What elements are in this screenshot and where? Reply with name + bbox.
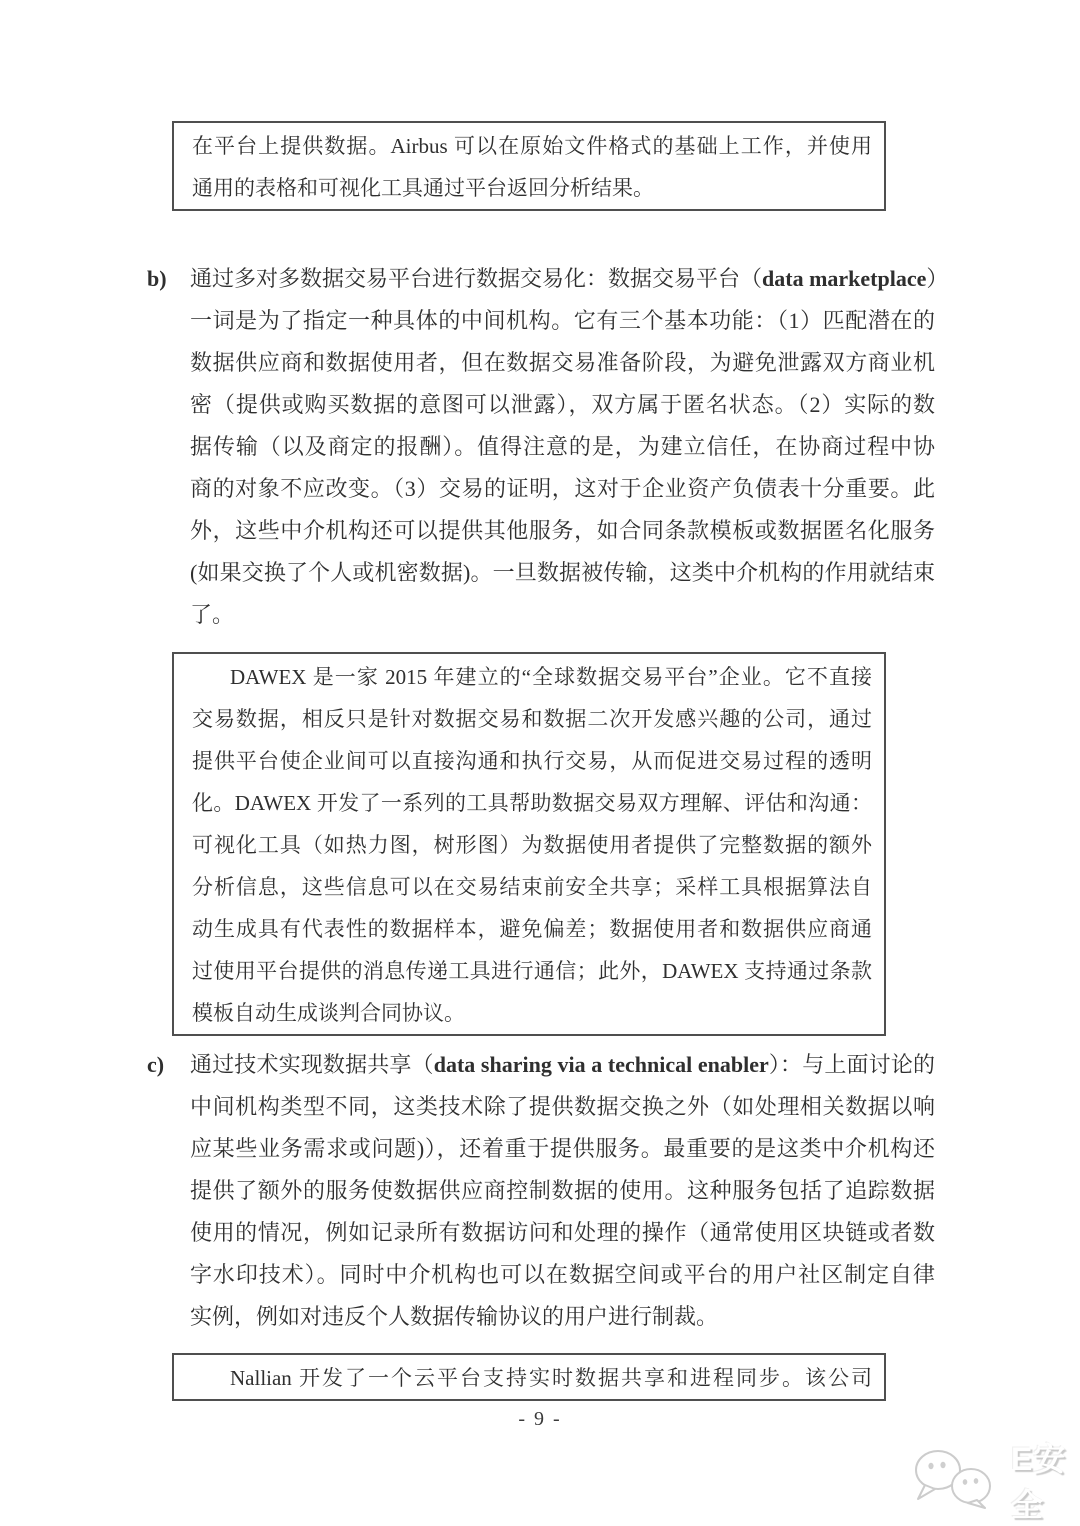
paragraph-line: 字水印技术）。同时中介机构也可以在数据空间或平台的用户社区制定自律 — [190, 1262, 935, 1287]
paragraph-line: 外，这些中介机构还可以提供其他服务，如合同条款模板或数据匿名化服务 — [190, 518, 935, 543]
paragraph-text-latin: data sharing via a technical enabler — [433, 1052, 769, 1077]
paragraph-b — [190, 258, 949, 636]
paragraph-line — [190, 1044, 935, 1086]
paragraph-line: 了。 — [190, 602, 235, 627]
box-text-line: 过使用平台提供的消息传递工具进行通信；此外，DAWEX 支持通过条款 — [192, 959, 872, 983]
paragraph-line: 商的对象不应改变。（3）交易的证明，这对于企业资产负债表十分重要。此 — [190, 476, 935, 501]
box-text-line: 动生成具有代表性的数据样本，避免偏差；数据使用者和数据供应商通 — [192, 917, 872, 941]
box-text-line: 化。DAWEX 开发了一系列的工具帮助数据交易双方理解、评估和沟通： — [192, 791, 872, 815]
page-number: - 9 - — [518, 1408, 562, 1430]
paragraph-line: 中间机构类型不同，这类技术除了提供数据交换之外（如处理相关数据以响 — [190, 1094, 935, 1119]
dawex-callout-box — [172, 652, 886, 1036]
paragraph-line: 应某些业务需求或问题)），还着重于提供服务。最重要的是这类中介机构还 — [190, 1136, 935, 1161]
box-text-line: 交易数据，相反只是针对数据交易和数据二次开发感兴趣的公司，通过 — [192, 707, 872, 731]
paragraph-text-cjk: ）：与上面讨论的 — [768, 1052, 935, 1077]
box-text-line: 分析信息，这些信息可以在交易结束前安全共享；采样工具根据算法自 — [192, 875, 872, 899]
wechat-chat-bubbles-icon — [905, 1447, 1005, 1514]
paragraph-line — [190, 258, 949, 300]
paragraph-line: 提供了额外的服务使数据供应商控制数据的使用。这种服务包括了追踪数据 — [190, 1178, 935, 1203]
paragraph-line: 密（提供或购买数据的意图可以泄露），双方属于匿名状态。（2）实际的数 — [190, 392, 935, 417]
paragraph-c — [190, 1044, 935, 1338]
nallian-callout-box — [172, 1353, 886, 1401]
paragraph-line: 据传输（以及商定的报酬）。值得注意的是，为建立信任，在协商过程中协 — [190, 434, 935, 459]
box-text-line: Nallian 开发了一个云平台支持实时数据共享和进程同步。该公司 — [230, 1366, 872, 1390]
paragraph-line: 数据供应商和数据使用者，但在数据交易准备阶段，为避免泄露双方商业机 — [190, 350, 935, 375]
airbus-callout-box — [172, 121, 886, 211]
paragraph-text-cjk: ） — [926, 266, 949, 291]
paragraph-text-cjk: 通过技术实现数据共享（ — [190, 1052, 434, 1077]
list-label-c: c) — [147, 1052, 165, 1077]
brand-watermark — [905, 1441, 1080, 1523]
paragraph-line: 一词是为了指定一种具体的中间机构。它有三个基本功能：（1）匹配潜在的 — [190, 308, 935, 333]
box-text-line: 通用的表格和可视化工具通过平台返回分析结果。 — [192, 176, 654, 200]
paragraph-text-latin: data marketplace — [762, 266, 927, 291]
box-text-line: DAWEX 是一家 2015 年建立的“全球数据交易平台”企业。它不直接 — [230, 665, 872, 689]
paragraph-line: 使用的情况，例如记录所有数据访问和处理的操作（通常使用区块链或者数 — [190, 1220, 935, 1245]
paragraph-line: (如果交换了个人或机密数据)。一旦数据被传输，这类中介机构的作用就结束 — [190, 560, 935, 585]
paragraph-line: 实例，例如对违反个人数据传输协议的用户进行制裁。 — [190, 1304, 719, 1329]
brand-name: E安全 — [1011, 1441, 1067, 1523]
box-text-line: 在平台上提供数据。Airbus 可以在原始文件格式的基础上工作，并使用 — [192, 134, 872, 158]
box-text-line: 可视化工具（如热力图，树形图）为数据使用者提供了完整数据的额外 — [192, 833, 872, 857]
box-text-line: 模板自动生成谈判合同协议。 — [192, 1001, 465, 1025]
paragraph-text-cjk: 通过多对多数据交易平台进行数据交易化：数据交易平台（ — [190, 266, 763, 291]
list-label-b: b) — [147, 266, 167, 291]
box-text-line: 提供平台使企业间可以直接沟通和执行交易，从而促进交易过程的透明 — [192, 749, 872, 773]
